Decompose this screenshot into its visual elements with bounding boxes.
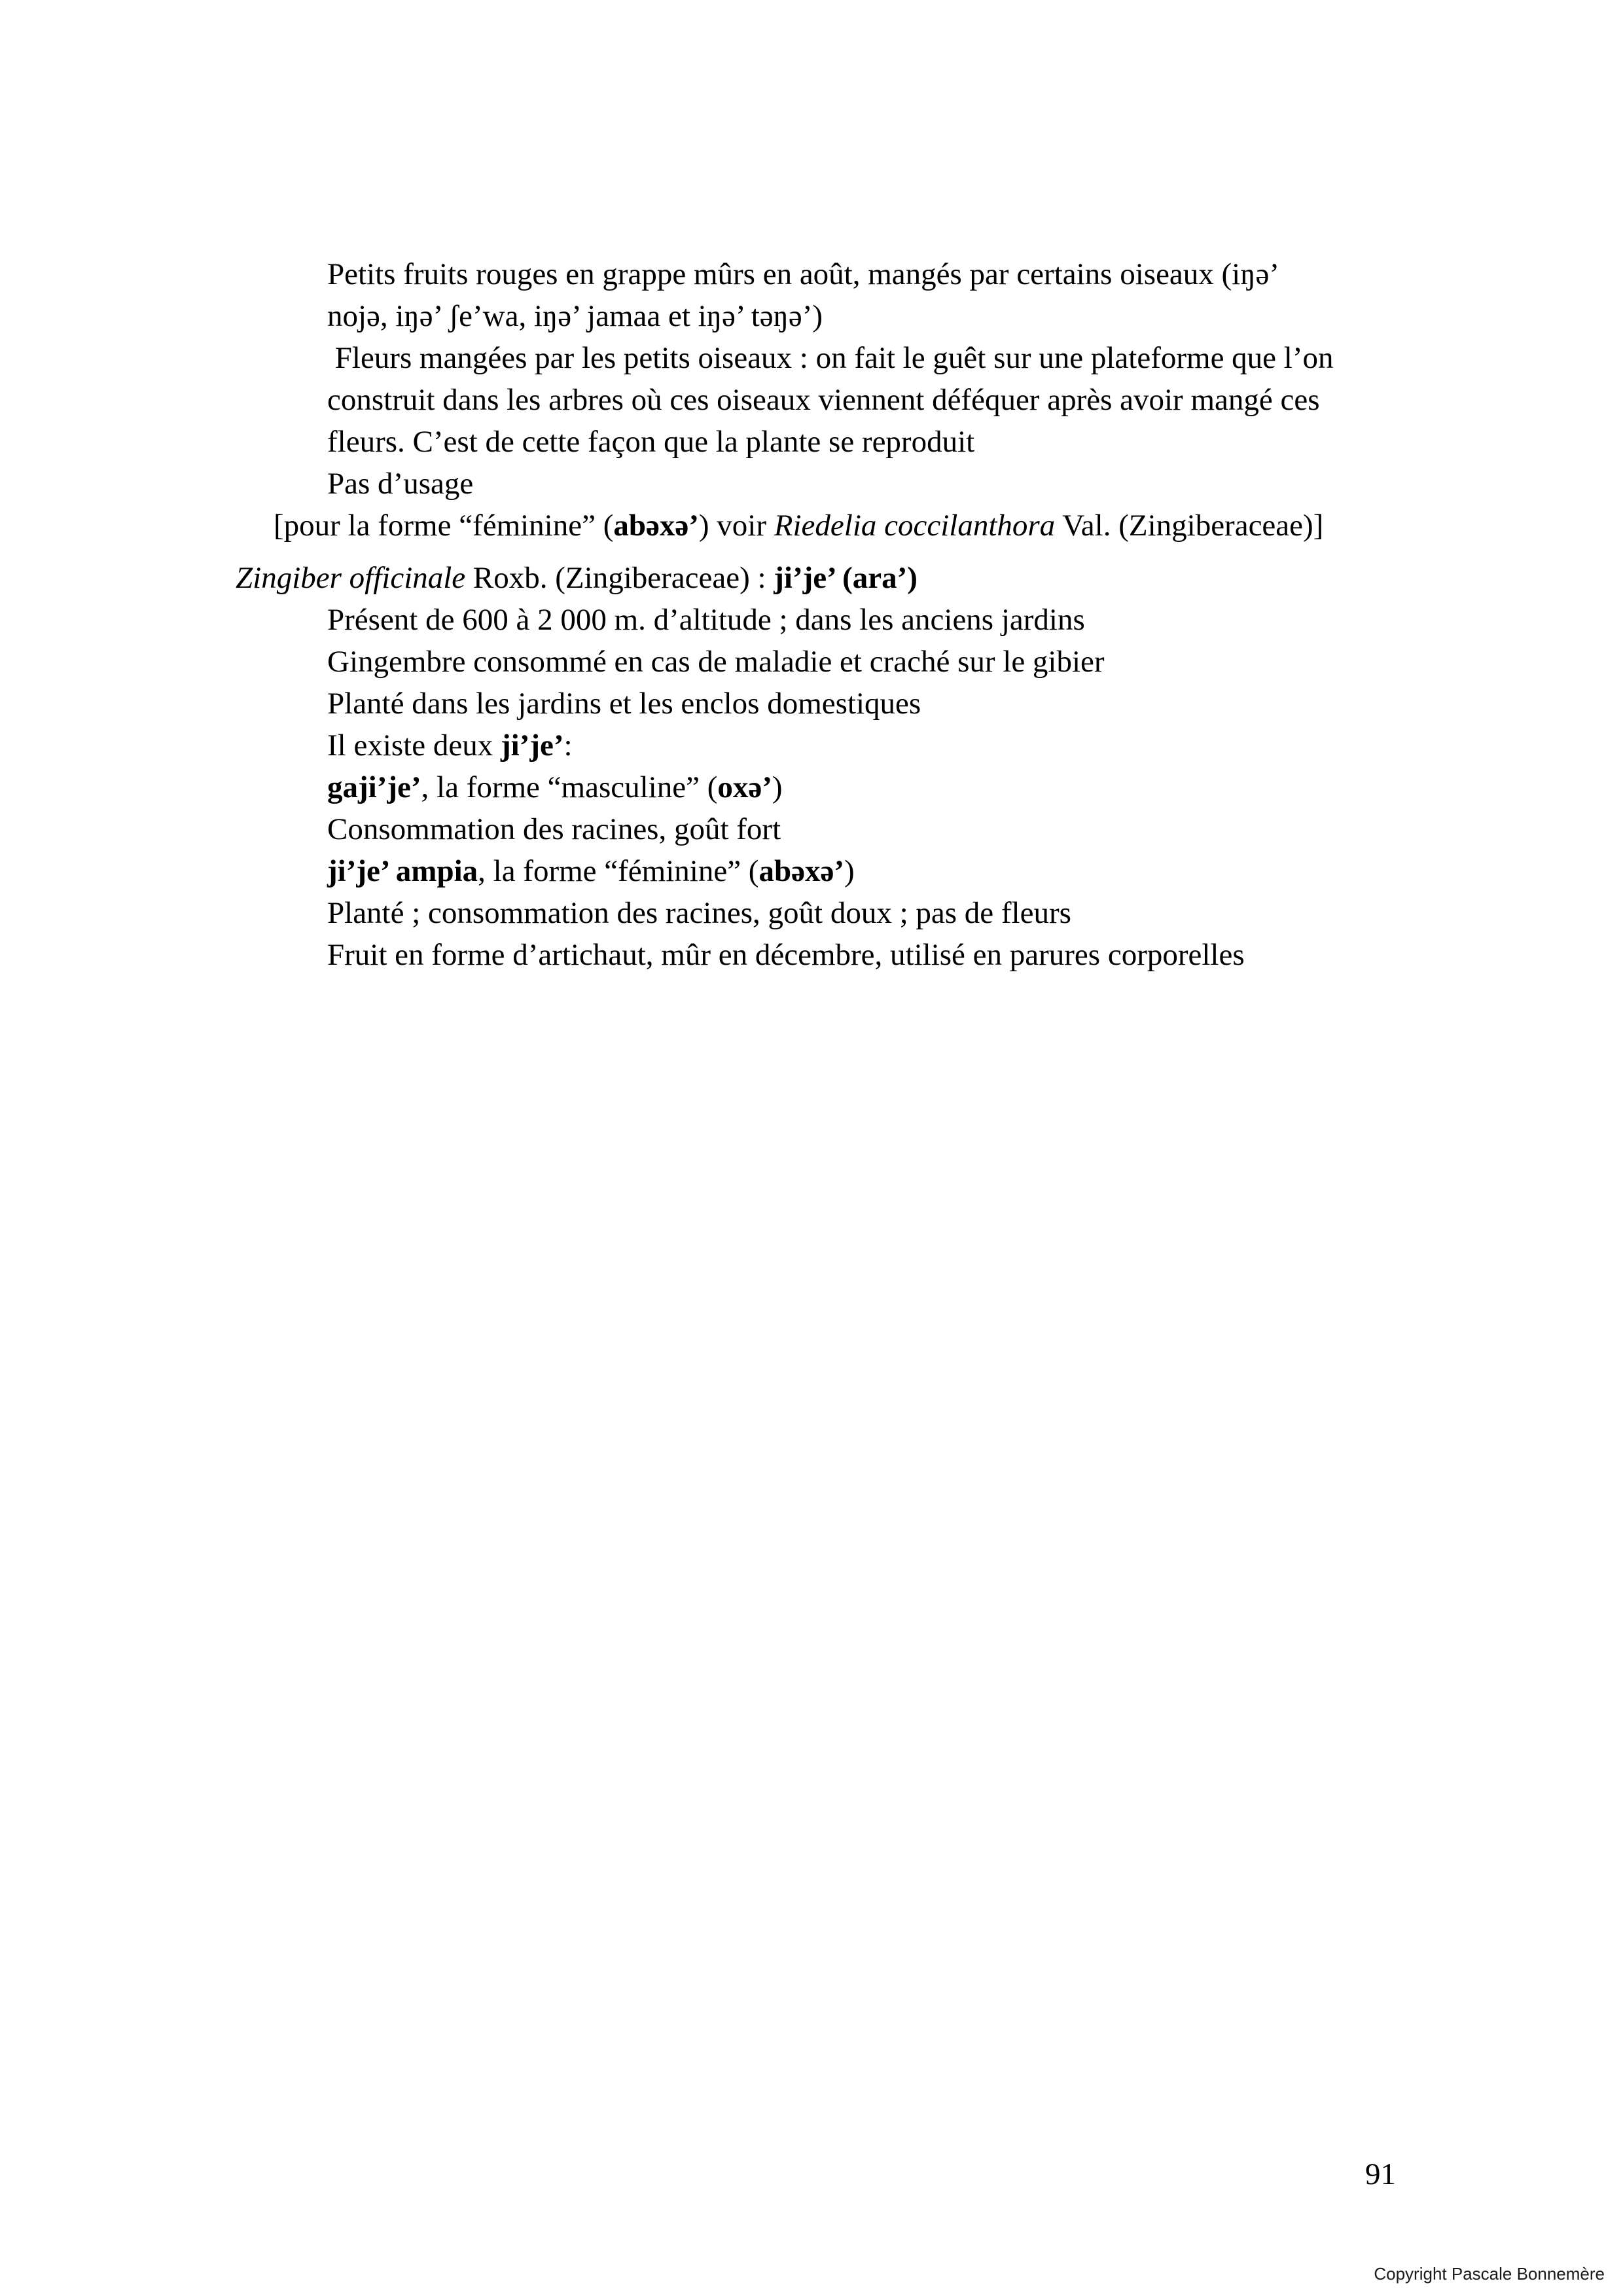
bold-term: oxə’ [717,770,772,804]
text-segment: Présent de 600 à 2 000 m. d’altitude ; dans les anciens jardins [327,603,1085,637]
text-segment: Pas d’usage [327,467,474,501]
text-segment: Planté ; consommation des racines, goût doux ; pas de fleurs [327,896,1071,930]
text-segment: Petits fruits rouges en grappe mûrs en août, mangés par certains oiseaux (iŋə’ [327,257,1280,291]
bold-term: ji’je’ (ara’) [774,561,918,595]
text-segment: nojə, iŋə’ ʃe’wa, iŋə’ jamaa et iŋə’ təŋə’) [327,299,823,333]
text-line [0,683,1623,725]
text-segment: , la forme “masculine” ( [421,770,718,804]
bold-term: abəxə’ [758,854,844,888]
text-segment: Consommation des racines, goût fort [327,812,781,846]
bold-term: gaji’je’ [327,770,421,804]
text-segment: : [563,728,573,762]
text-segment: Planté dans les jardins et les enclos domestiques [327,687,921,721]
text-line [0,766,1623,808]
text-line [0,599,1623,641]
zingiber-officinale-entry [0,557,1623,976]
text-segment: Val. (Zingiberaceae)] [1055,509,1324,543]
bold-term: ji’je’ [500,728,564,762]
previous-species-notes [0,253,1623,547]
page-number: 91 [1365,2157,1396,2191]
text-segment: Il existe deux [327,728,501,762]
text-segment: Gingembre consommé en cas de maladie et craché sur le gibier [327,645,1105,679]
text-line [0,421,1623,463]
text-line [0,463,1623,505]
text-line [0,808,1623,850]
text-line [0,725,1623,766]
text-segment: construit dans les arbres où ces oiseaux viennent déféquer après avoir mangé ces [327,383,1320,417]
text-line [0,253,1623,295]
text-line [0,934,1623,976]
text-segment: ) voir [698,509,774,543]
text-segment: Fruit en forme d’artichaut, mûr en décembre, utilisé en parures corporelles [327,938,1245,972]
text-segment: ) [772,770,783,804]
text-line [0,379,1623,421]
text-line [0,850,1623,892]
text-line [0,337,1623,379]
text-segment: [pour la forme “féminine” ( [274,509,614,543]
text-segment: Fleurs mangées par les petits oiseaux : on fait le guêt sur une plateforme que l’on [327,341,1334,375]
bold-term: ji’je’ ampia [327,854,478,888]
text-line [0,505,1623,547]
text-line [0,557,1623,599]
text-segment: Roxb. (Zingiberaceae) : [465,561,774,595]
text-segment: fleurs. C’est de cette façon que la plante se reproduit [327,425,975,459]
italic-term: Zingiber officinale [236,561,466,595]
text-line [0,295,1623,337]
copyright-notice: Copyright Pascale Bonnemère [1374,2264,1605,2284]
text-segment: ) [844,854,855,888]
text-segment: , la forme “féminine” ( [478,854,759,888]
text-line [0,892,1623,934]
text-line [0,641,1623,683]
bold-term: abəxə’ [613,509,699,543]
italic-term: Riedelia coccilanthora [774,509,1056,543]
